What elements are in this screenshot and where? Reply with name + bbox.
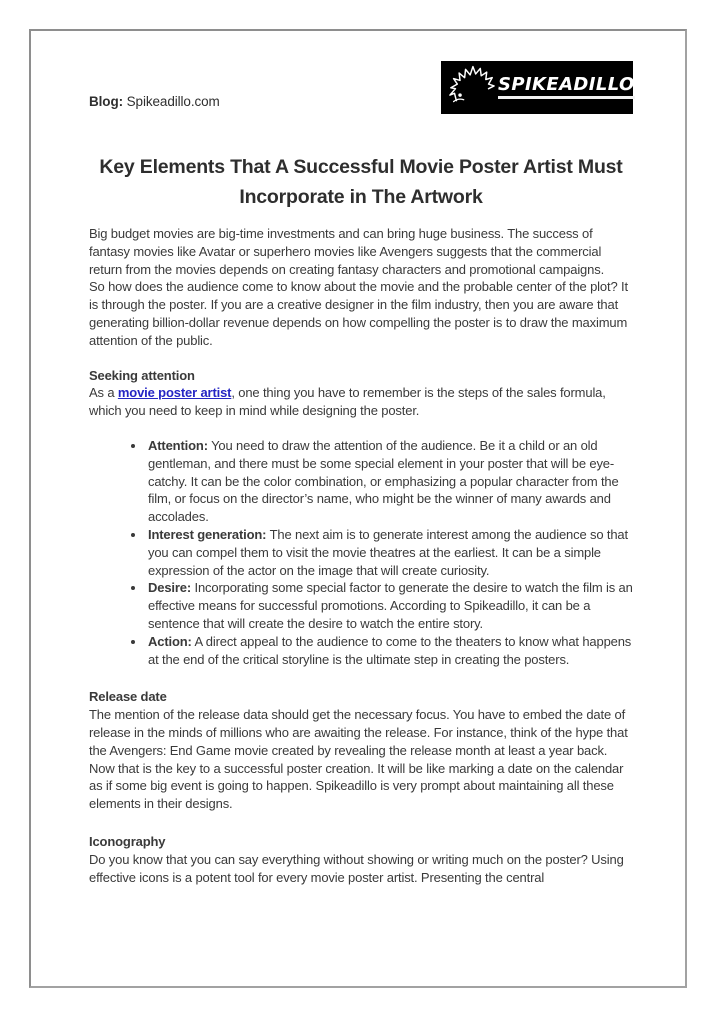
bullet-text: A direct appeal to the audience to come to the theaters to know what happens at the end of the critical storyline is the ultimate step in creating the posters.: [148, 633, 632, 667]
list-item-desire: [146, 579, 633, 632]
blog-line: [89, 94, 220, 109]
iconography-heading: Iconography: [89, 833, 166, 849]
blog-site: Spikeadillo.com: [123, 94, 220, 109]
bullet-text: The next aim is to generate interest among the audience so that you can compel them to visit the movie theatres at the earliest. It can be a simple expression of the actor on the image that will create curiosity.: [148, 526, 628, 578]
bullet-label: Action:: [148, 633, 192, 649]
intro-paragraph-1: Big budget movies are big-time investments and can bring huge business. The success of fantasy movies like Avatar or superhero movies like Avengers suggests that the commercial return from the movies depends on creating fantasy characters and promotional campaigns.: [89, 226, 605, 277]
logo-wordmark: SPIKEADILLO: [498, 76, 635, 99]
bullet-text: Incorporating some special factor to generate the desire to watch the film is an effective means for successful promotions. According to Spikeadillo, it can be a sentence that will create the desire to watch the entire story.: [148, 580, 633, 631]
list-item-attention: [146, 437, 633, 526]
spikeadillo-logo: [441, 61, 633, 114]
iconography-paragraph: Do you know that you can say everything without showing or writing much on the poster? Using effective icons is a potent tool for every movie poster artist. Presenting the central: [89, 851, 624, 885]
bullet-label: Desire:: [148, 580, 192, 596]
spiky-armadillo-icon: [449, 62, 495, 113]
document-body: [89, 225, 633, 886]
seeking-attention-lead: [89, 384, 633, 420]
page-title-line2: Incorporate in The Artwork: [239, 186, 483, 208]
movie-poster-artist-link[interactable]: movie poster artist: [117, 385, 232, 401]
blog-label: Blog:: [89, 94, 123, 109]
section-seeking-attention: [89, 367, 633, 669]
bullet-text: You need to draw the attention of the audience. Be it a child or an old gentleman, and there must be some special element in your poster that will be eye-catchy. It can be the color combination, or emphasizing a popular character from the film, or focus on the director’s name, who might be the winner of many awards and accolades.: [148, 437, 619, 525]
bullet-label: Attention:: [148, 437, 208, 453]
lead-prefix: As a: [89, 385, 118, 401]
list-item-action: [146, 633, 633, 669]
section-iconography: [89, 833, 633, 886]
page-title: [89, 152, 633, 212]
release-date-heading: Release date: [89, 689, 167, 705]
document-page: [29, 29, 687, 988]
bullet-label: Interest generation:: [148, 526, 267, 542]
list-item-interest: [146, 526, 633, 579]
intro-paragraph-2: So how does the audience come to know about the movie and the probable center of the plot? It is through the poster. If you are a creative designer in the film industry, then you are aware that generating billion-dollar revenue depends on how compelling the poster is to draw the maximum attention of the public.: [89, 279, 628, 348]
release-date-paragraph: The mention of the release data should get the necessary focus. You have to embed the date of release in the minds of millions who are awaiting the release. For instance, think of the hype that the Avengers: End Game movie created by revealing the release month at least a year back. Now that is the key to a successful poster creation. It will be like marking a date on the calendar as if some big event is going to happen. Spikeadillo is very prompt about maintaining all these elements in their designs.: [89, 707, 628, 812]
page-header: [89, 61, 633, 114]
lead-suffix: , one thing you have to remember is the steps of the sales formula, which you need to keep in mind while designing the poster.: [89, 385, 606, 419]
sales-formula-list: [89, 437, 633, 668]
page-title-line1: Key Elements That A Successful Movie Poster Artist Must: [99, 156, 623, 178]
seeking-attention-heading: Seeking attention: [89, 367, 195, 383]
section-release-date: [89, 688, 633, 813]
